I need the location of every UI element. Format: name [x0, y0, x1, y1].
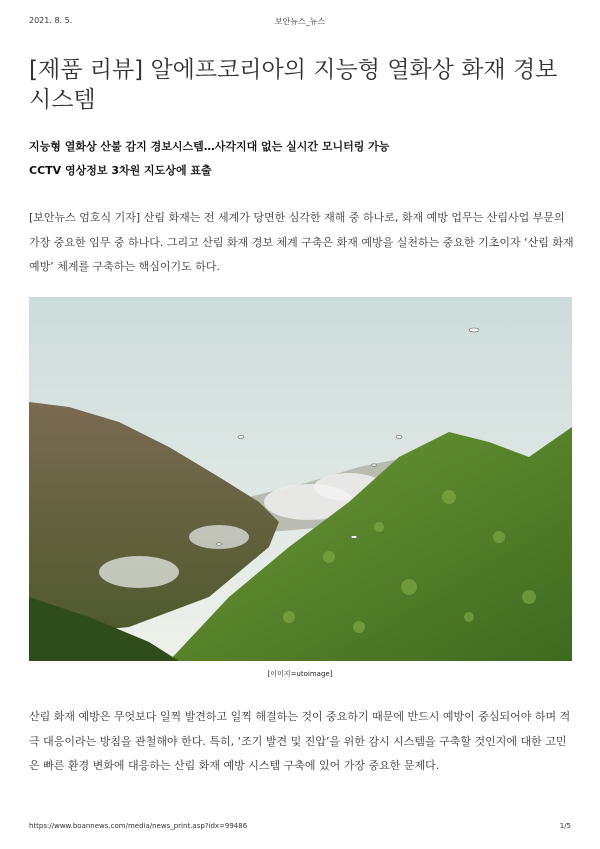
footer-page-number: 1/5 [559, 822, 571, 830]
article-paragraph-1: [보안뉴스 엄호식 기자] 산림 화재는 전 세계가 당면한 심각한 재해 중 하나로, 화재 예방 업무는 산림사업 부문의 가장 중요한 임무 중 하나다. 그리고 산림 화재 경보 체계 구축은 화재 예방을 실천하는 중요한 기초이자 ‘산림 화재 예방’ 체계를 구축하는 핵심이기도 하다. [29, 211, 574, 273]
article-subtitle-2: CCTV 영상정보 3차원 지도상에 표출 [29, 164, 212, 177]
print-date: 2021. 8. 5. [29, 16, 73, 25]
print-site-name: 보안뉴스_뉴스 [274, 17, 326, 26]
footer-url: https://www.boannews.com/media/news_print.asp?idx=99486 [29, 822, 248, 830]
article-paragraph-2: 산림 화재 예방은 무엇보다 일찍 발견하고 일찍 해결하는 것이 중요하기 때문에 반드시 예방이 중심되어야 하며 적극 대응이라는 방침을 관철해야 한다. 특히, ‘조기 발견 및 진압’을 위한 감시 시스템을 구축할 것인지에 대한 고민은 빠른 환경 변화에 대응하는 산림 화재 예방 시스템 구축에 있어 가장 중요한 문제다. [29, 710, 571, 772]
article-subtitle-1: 지능형 열화상 산불 감지 경보시스템…사각지대 없는 실시간 모니터링 가능 [29, 140, 390, 153]
article-title: [제품 리뷰] 알에프코리아의 지능형 열화상 화재 경보 시스템 [29, 57, 558, 113]
article-photo-forest-fire [29, 297, 572, 661]
forest-fire-illustration [29, 297, 572, 661]
photo-caption: [이미지=utoimage] [267, 670, 333, 678]
